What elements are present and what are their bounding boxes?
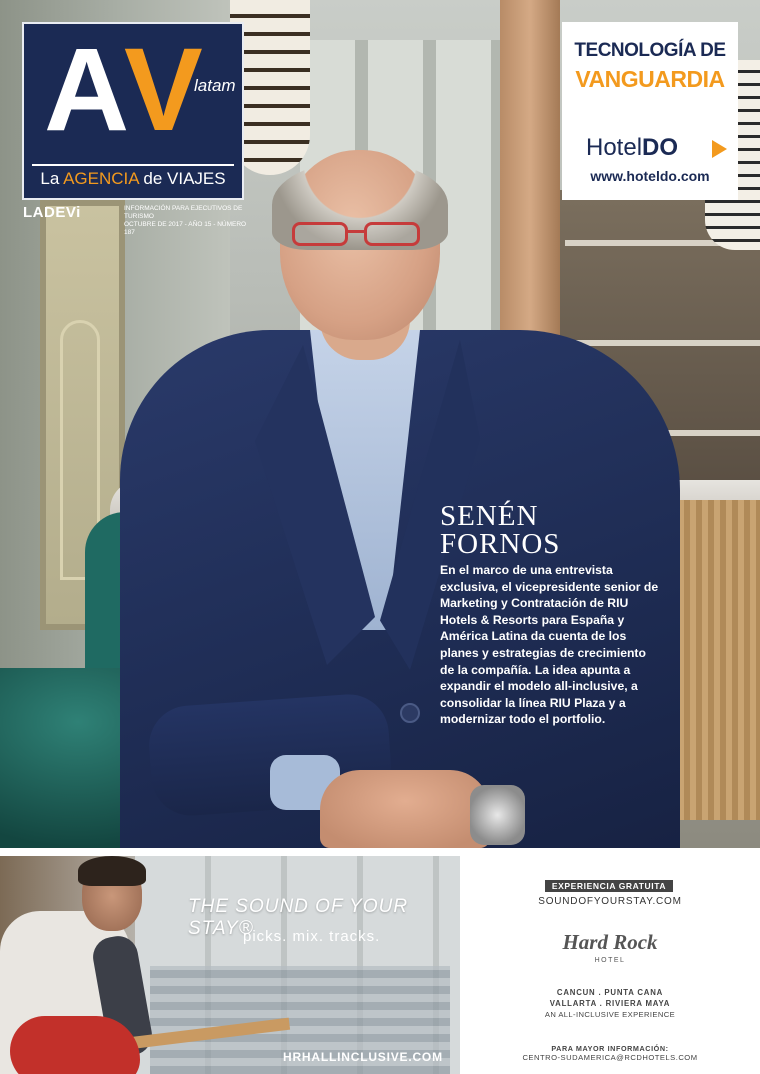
- publisher-logo: LADEVi: [23, 204, 81, 221]
- logo-letter-v: V: [124, 24, 203, 156]
- issue-info: INFORMACIÓN PARA EJECUTIVOS DE TURISMO OCTUBRE DE 2017 - AÑO 15 - NÚMERO 187: [124, 205, 247, 236]
- ad-info-panel: [460, 856, 760, 1074]
- hoteldo-ad[interactable]: [562, 22, 738, 200]
- masthead-title-strip: [32, 164, 234, 194]
- locations-line2: VALLARTA . RIVIERA MAYA: [549, 999, 671, 1008]
- clasped-hands: [320, 770, 490, 848]
- hoteldo-url[interactable]: www.hoteldo.com: [590, 168, 710, 184]
- contact-email[interactable]: CENTRO-SUDAMERICA@RCDHOTELS.COM: [522, 1053, 698, 1062]
- play-arrow-icon: [712, 140, 727, 158]
- ad-tagline: AN ALL-INCLUSIVE EXPERIENCE: [544, 1010, 676, 1019]
- guitar-icon: [10, 1016, 140, 1074]
- guitarist-hair: [78, 856, 146, 886]
- ad-headline-line1: TECNOLOGÍA DE: [574, 40, 726, 61]
- ad-subline: picks. mix. tracks.: [243, 928, 381, 945]
- hoteldo-logo: HotelDO: [586, 134, 679, 161]
- hard-rock-logo: Hard Rock: [562, 930, 658, 954]
- locations-line1: CANCUN . PUNTA CANA: [556, 988, 664, 997]
- wristwatch-icon: [470, 785, 525, 845]
- free-experience-badge: EXPERIENCIA GRATUITA: [545, 880, 673, 892]
- ad-headline-line2: VANGUARDIA: [575, 66, 725, 92]
- masthead-title: La AGENCIA de VIAJES: [40, 169, 226, 188]
- ad-slogan: THE SOUND OF YOUR STAY®: [188, 896, 409, 939]
- ad-website[interactable]: HRHALLINCLUSIVE.COM: [283, 1050, 443, 1064]
- logo-suffix: latam: [194, 76, 236, 95]
- masthead-logo: [22, 22, 244, 200]
- sound-site-link[interactable]: SOUNDOFYOURSTAY.COM: [538, 896, 682, 907]
- feature-summary: En el marco de una entrevista exclusiva, el vicepresidente senior de Marketing y Contratación de RIU Hotels & Resorts para España y América Latina da cuenta de los planes y estrategias de crecimiento de la compañía. La idea apunta a expandir el modelo all-inclusive, a consolidar la línea RIU Plaza y a modernizar todo el portfolio.: [440, 563, 659, 727]
- more-info-label: PARA MAYOR INFORMACIÓN:: [551, 1044, 669, 1053]
- feature-name: [440, 502, 560, 558]
- jacket-button: [400, 703, 420, 723]
- logo-letter-a: A: [44, 24, 124, 156]
- feature-name-line1: SENÉN: [440, 500, 539, 532]
- hard-rock-ad[interactable]: [0, 856, 760, 1074]
- ad-photo: [0, 856, 460, 1074]
- hard-rock-logo-sub: HOTEL: [594, 957, 626, 964]
- feature-name-line2: FORNOS: [440, 528, 561, 560]
- red-glasses: [292, 222, 422, 248]
